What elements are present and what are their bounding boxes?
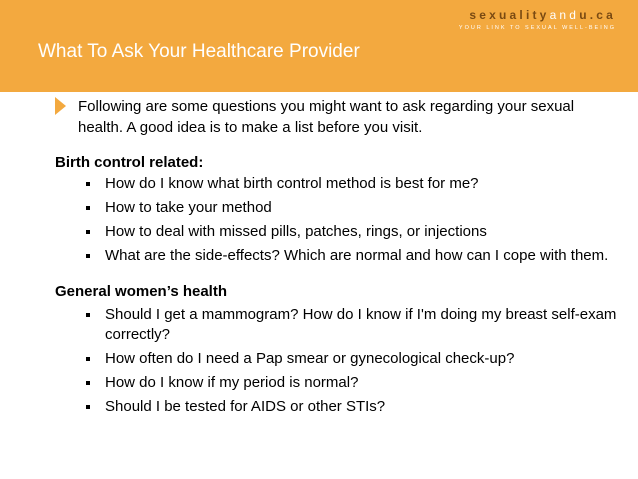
- brand-name-part3: u.ca: [579, 8, 616, 22]
- list-item: [84, 305, 624, 345]
- list-item-text: How do I know if my period is normal?: [105, 374, 359, 391]
- section-heading-womens-health: General women’s health: [55, 283, 227, 300]
- brand-name-part1: sexuality: [469, 8, 550, 22]
- square-bullet-icon: [86, 313, 90, 317]
- brand-name: [459, 8, 616, 22]
- birth-control-list: [84, 174, 624, 270]
- list-item: [84, 397, 624, 417]
- section-heading-birth-control: Birth control related:: [55, 154, 204, 171]
- list-item: [84, 222, 624, 242]
- list-item-text: What are the side-effects? Which are normal and how can I cope with them.: [105, 247, 609, 264]
- brand-name-part2: and: [549, 8, 580, 22]
- square-bullet-icon: [86, 357, 90, 361]
- list-item-text: How often do I need a Pap smear or gynecological check-up?: [105, 350, 515, 367]
- square-bullet-icon: [86, 182, 90, 186]
- brand-tagline: YOUR LINK TO SEXUAL WELL-BEING: [458, 25, 616, 31]
- list-item: [84, 198, 624, 218]
- list-item: [84, 373, 624, 393]
- square-bullet-icon: [86, 254, 90, 258]
- list-item: [84, 174, 624, 194]
- list-item-text: Should I be tested for AIDS or other STIs?: [105, 398, 386, 415]
- list-item-text: Should I get a mammogram? How do I know if I'm doing my breast self-exam correctly?: [105, 306, 617, 343]
- list-item: [84, 349, 624, 369]
- intro-text: Following are some questions you might want to ask regarding your sexual health. A good idea is to make a list before you visit.: [78, 98, 575, 136]
- square-bullet-icon: [86, 381, 90, 385]
- page-title: What To Ask Your Healthcare Provider: [38, 41, 360, 62]
- list-item-text: How to deal with missed pills, patches, rings, or injections: [105, 223, 487, 240]
- square-bullet-icon: [86, 206, 90, 210]
- womens-health-list: [84, 305, 624, 421]
- square-bullet-icon: [86, 230, 90, 234]
- arrow-bullet-icon: [55, 97, 66, 115]
- header-bar: [0, 0, 638, 92]
- square-bullet-icon: [86, 405, 90, 409]
- list-item-text: How to take your method: [105, 199, 272, 216]
- list-item-text: How do I know what birth control method is best for me?: [105, 175, 479, 192]
- brand-logo: [459, 8, 616, 32]
- list-item: [84, 246, 624, 266]
